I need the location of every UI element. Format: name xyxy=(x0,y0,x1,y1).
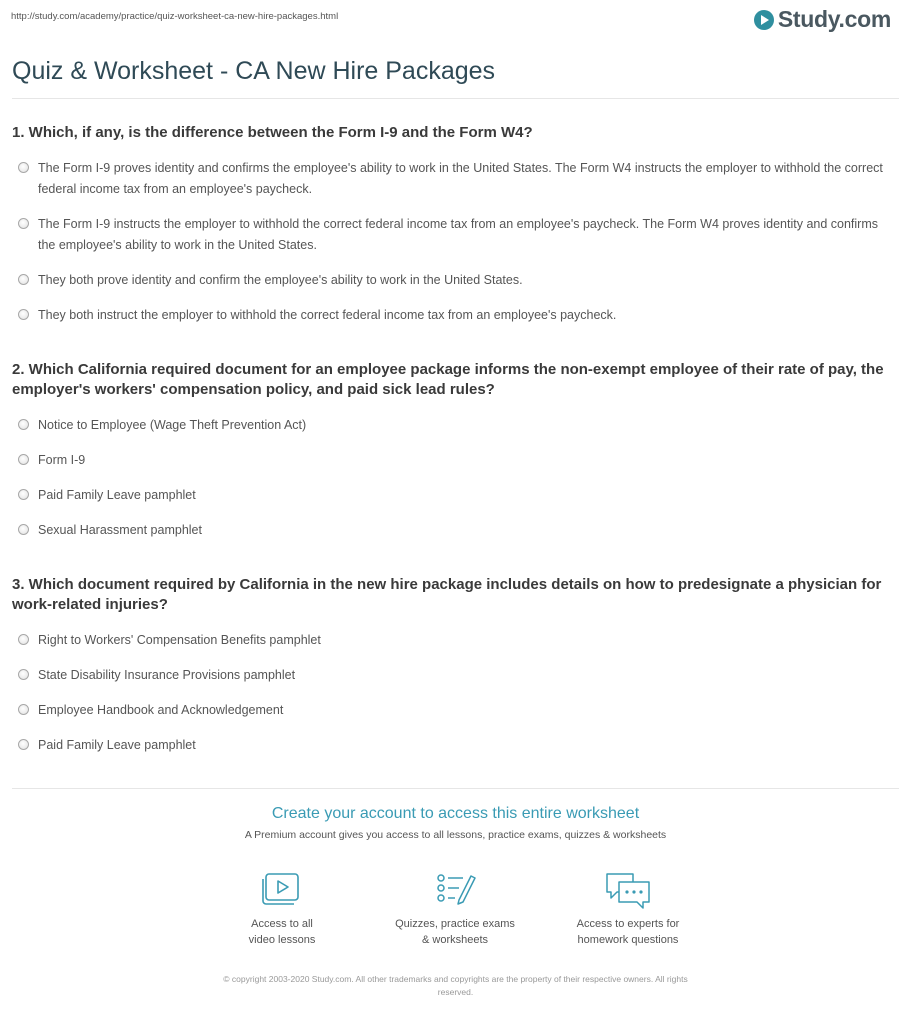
chat-bubbles-icon xyxy=(603,870,653,910)
answer-text: Employee Handbook and Acknowledgement xyxy=(38,703,284,717)
answer-text: Notice to Employee (Wage Theft Prevention Act) xyxy=(38,418,307,432)
copyright-line1: © copyright 2003-2020 Study.com. All other trademarks and copyrights are the property of their respective owners. All rights xyxy=(223,974,688,984)
video-lesson-icon xyxy=(260,870,304,910)
radio-button-icon[interactable] xyxy=(18,218,29,229)
radio-button-icon[interactable] xyxy=(18,454,29,465)
radio-button-icon[interactable] xyxy=(18,739,29,750)
answer-options xyxy=(12,158,897,326)
radio-button-icon[interactable] xyxy=(18,669,29,680)
answer-option[interactable] xyxy=(12,158,897,200)
question-text: 2. Which California required document for an employee package informs the non-exempt employee of their rate of pay, the employer's workers' compensation policy, and paid sick lead rules? xyxy=(12,361,884,398)
answer-text: Paid Family Leave pamphlet xyxy=(38,738,196,752)
logo-text: Study.com xyxy=(777,6,891,32)
feature-label-line1: Quizzes, practice exams xyxy=(395,918,515,930)
page-url: http://study.com/academy/practice/quiz-worksheet-ca-new-hire-packages.html xyxy=(11,11,339,22)
answer-text: Sexual Harassment pamphlet xyxy=(38,523,202,537)
radio-button-icon[interactable] xyxy=(18,162,29,173)
answer-text: They both prove identity and confirm the employee's ability to work in the United States. xyxy=(38,273,523,287)
answer-text: They both instruct the employer to withhold the correct federal income tax from an employee's paycheck. xyxy=(38,308,617,322)
feature-video-lessons xyxy=(202,870,362,948)
answer-option[interactable] xyxy=(12,665,897,686)
question-1 xyxy=(12,123,897,326)
answer-text: The Form I-9 proves identity and confirms the employee's ability to work in the United States. The Form W4 instructs the employer to withhold the correct federal income tax from an employee's paycheck. xyxy=(38,161,883,196)
answer-text: Form I-9 xyxy=(38,453,86,467)
answer-option[interactable] xyxy=(12,415,897,436)
title-divider xyxy=(12,98,899,99)
question-text: 1. Which, if any, is the difference between the Form I-9 and the Form W4? xyxy=(12,124,533,141)
question-text: 3. Which document required by California in the new hire package includes details on how to predesignate a physician for work-related injuries? xyxy=(12,576,882,613)
answer-option[interactable] xyxy=(12,630,897,651)
radio-button-icon[interactable] xyxy=(18,524,29,535)
answer-option[interactable] xyxy=(12,485,897,506)
page-title: Quiz & Worksheet - CA New Hire Packages xyxy=(12,57,496,85)
question-3 xyxy=(12,575,897,756)
promo-divider xyxy=(12,788,899,789)
answer-text: The Form I-9 instructs the employer to withhold the correct federal income tax from an employee's paycheck. The Form W4 proves identity and confirms the employee's ability to work in the United States. xyxy=(38,217,879,252)
question-2 xyxy=(12,360,897,541)
promo-subtitle: A Premium account gives you access to all lessons, practice exams, quizzes & worksheets xyxy=(244,829,667,841)
study-logo[interactable] xyxy=(754,6,891,33)
answer-option[interactable] xyxy=(12,700,897,721)
feature-experts xyxy=(548,870,708,948)
answer-option[interactable] xyxy=(12,270,897,291)
answer-text: Right to Workers' Compensation Benefits pamphlet xyxy=(38,633,321,647)
feature-label-line1: Access to all xyxy=(251,918,313,930)
feature-label-line1: Access to experts for xyxy=(576,918,680,930)
copyright-line2: reserved. xyxy=(437,987,474,997)
answer-options xyxy=(12,630,897,756)
top-bar xyxy=(0,0,911,40)
feature-label-line2: & worksheets xyxy=(421,934,489,946)
promo-title[interactable]: Create your account to access this entire worksheet xyxy=(271,805,640,822)
answer-text: Paid Family Leave pamphlet xyxy=(38,488,196,502)
feature-label-line2: homework questions xyxy=(577,934,679,946)
answer-option[interactable] xyxy=(12,520,897,541)
copyright-notice xyxy=(170,973,741,999)
radio-button-icon[interactable] xyxy=(18,274,29,285)
answer-option[interactable] xyxy=(12,735,897,756)
radio-button-icon[interactable] xyxy=(18,309,29,320)
radio-button-icon[interactable] xyxy=(18,704,29,715)
quiz-checklist-icon xyxy=(433,870,477,910)
radio-button-icon[interactable] xyxy=(18,419,29,430)
feature-label-line2: video lessons xyxy=(248,934,316,946)
radio-button-icon[interactable] xyxy=(18,489,29,500)
play-logo-icon xyxy=(754,10,774,30)
answer-option[interactable] xyxy=(12,450,897,471)
answer-option[interactable] xyxy=(12,305,897,326)
radio-button-icon[interactable] xyxy=(18,634,29,645)
feature-quizzes xyxy=(375,870,535,948)
answer-option[interactable] xyxy=(12,214,897,256)
answer-options xyxy=(12,415,897,541)
answer-text: State Disability Insurance Provisions pamphlet xyxy=(38,668,296,682)
